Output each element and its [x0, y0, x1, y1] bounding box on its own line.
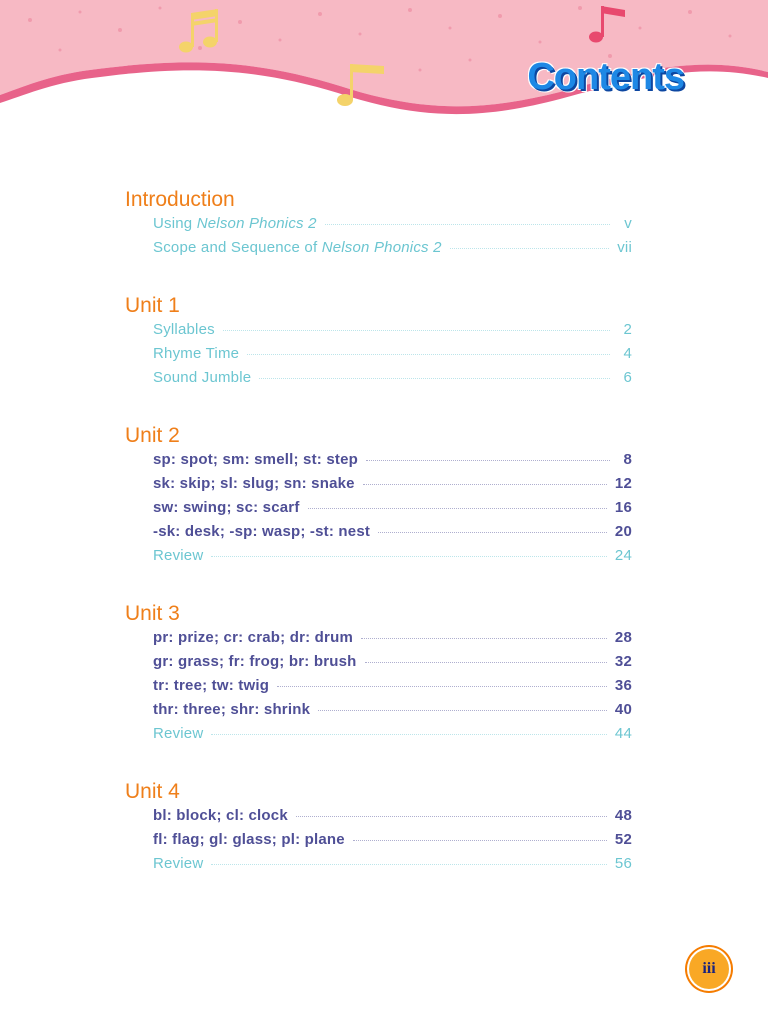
- entry-text: Syllables: [153, 321, 215, 338]
- dot-leader: [247, 354, 610, 355]
- dot-leader: [211, 734, 607, 735]
- entry-book-title: Nelson Phonics 2: [196, 215, 317, 232]
- entry-page-number: 2: [623, 321, 632, 338]
- entry-label: [153, 345, 239, 362]
- dot-leader: [318, 710, 607, 711]
- entry-page-number: 6: [623, 369, 632, 386]
- entry-text: Review: [153, 855, 204, 872]
- toc-entry[interactable]: [153, 475, 632, 499]
- toc-entry[interactable]: [153, 547, 632, 571]
- toc-entry[interactable]: [153, 239, 632, 263]
- entry-text: gr: grass; fr: frog; br: brush: [153, 653, 357, 670]
- entry-label: [153, 677, 269, 694]
- entry-text: Scope and Sequence of: [153, 239, 322, 256]
- toc-entry[interactable]: [153, 499, 632, 523]
- page-number: iii: [702, 960, 716, 977]
- toc-entry[interactable]: [153, 725, 632, 749]
- toc-entry[interactable]: [153, 215, 632, 239]
- toc-section: [125, 186, 632, 263]
- entry-page-number: 20: [614, 523, 632, 540]
- dot-leader: [366, 460, 610, 461]
- entry-page-number: 16: [614, 499, 632, 516]
- toc-entry[interactable]: [153, 321, 632, 345]
- entry-page-number: 24: [614, 547, 632, 564]
- dot-leader: [211, 556, 607, 557]
- entry-label: [153, 831, 345, 848]
- entry-page-number: vii: [617, 239, 632, 256]
- entry-label: [153, 451, 358, 468]
- toc-entry[interactable]: [153, 807, 632, 831]
- section-title: Introduction: [125, 188, 235, 211]
- entry-text: Review: [153, 547, 204, 564]
- entry-text: bl: block; cl: clock: [153, 807, 288, 824]
- entry-page-number: 36: [614, 677, 632, 694]
- entry-page-number: 40: [614, 701, 632, 718]
- entry-text: thr: three; shr: shrink: [153, 701, 311, 718]
- entry-text: sk: skip; sl: slug; sn: snake: [153, 475, 355, 492]
- entry-label: [153, 499, 300, 516]
- entry-text: sp: spot; sm: smell; st: step: [153, 451, 358, 468]
- entry-text: Rhyme Time: [153, 345, 240, 362]
- entry-page-number: 48: [614, 807, 632, 824]
- table-of-contents: [125, 186, 632, 908]
- entry-page-number: v: [624, 215, 632, 232]
- entry-page-number: 32: [614, 653, 632, 670]
- page-number-badge: [689, 949, 729, 989]
- dot-leader: [277, 686, 607, 687]
- entry-label: [153, 321, 215, 338]
- entry-label: [153, 629, 353, 646]
- entry-page-number: 44: [614, 725, 632, 742]
- header-banner: [0, 0, 768, 130]
- entry-label: [153, 701, 310, 718]
- entry-text: Using: [153, 215, 197, 232]
- entry-label: [153, 239, 442, 256]
- toc-entry[interactable]: [153, 629, 632, 653]
- entry-text: fl: flag; gl: glass; pl: plane: [153, 831, 345, 848]
- toc-entry[interactable]: [153, 451, 632, 475]
- dot-leader: [363, 484, 607, 485]
- toc-section: [125, 600, 632, 749]
- dot-leader: [296, 816, 607, 817]
- entry-page-number: 56: [614, 855, 632, 872]
- entry-text: tr: tree; tw: twig: [153, 677, 270, 694]
- section-title: Unit 2: [125, 424, 180, 447]
- entry-label: [153, 725, 203, 742]
- entry-book-title: Nelson Phonics 2: [321, 239, 442, 256]
- toc-entry[interactable]: [153, 701, 632, 725]
- dot-leader: [365, 662, 607, 663]
- dot-leader: [325, 224, 610, 225]
- entry-label: [153, 369, 251, 386]
- entry-label: [153, 547, 203, 564]
- section-title: Unit 4: [125, 780, 180, 803]
- entry-page-number: 8: [623, 451, 632, 468]
- toc-entry[interactable]: [153, 369, 632, 393]
- page-title: Contents: [527, 56, 684, 98]
- entry-text: pr: prize; cr: crab; dr: drum: [153, 629, 353, 646]
- entry-label: [153, 523, 370, 540]
- toc-section: [125, 778, 632, 879]
- entry-text: -sk: desk; -sp: wasp; -st: nest: [153, 523, 371, 540]
- toc-entry[interactable]: [153, 831, 632, 855]
- toc-entry[interactable]: [153, 653, 632, 677]
- dot-leader: [211, 864, 607, 865]
- section-title: Unit 3: [125, 602, 180, 625]
- dot-leader: [361, 638, 607, 639]
- toc-entry[interactable]: [153, 523, 632, 547]
- entry-label: [153, 807, 288, 824]
- entry-text: sw: swing; sc: scarf: [153, 499, 300, 516]
- dot-leader: [259, 378, 610, 379]
- entry-label: [153, 475, 355, 492]
- toc-entry[interactable]: [153, 345, 632, 369]
- entry-page-number: 28: [614, 629, 632, 646]
- toc-section: [125, 292, 632, 393]
- entry-label: [153, 653, 357, 670]
- entry-text: Review: [153, 725, 204, 742]
- entry-text: Sound Jumble: [153, 369, 252, 386]
- toc-entry[interactable]: [153, 677, 632, 701]
- dot-leader: [353, 840, 607, 841]
- dot-leader: [450, 248, 610, 249]
- entry-page-number: 4: [623, 345, 632, 362]
- entry-page-number: 12: [614, 475, 632, 492]
- section-title: Unit 1: [125, 294, 180, 317]
- dot-leader: [378, 532, 607, 533]
- toc-section: [125, 422, 632, 571]
- toc-entry[interactable]: [153, 855, 632, 879]
- dot-leader: [308, 508, 607, 509]
- dot-leader: [223, 330, 610, 331]
- entry-label: [153, 215, 317, 232]
- entry-page-number: 52: [614, 831, 632, 848]
- entry-label: [153, 855, 203, 872]
